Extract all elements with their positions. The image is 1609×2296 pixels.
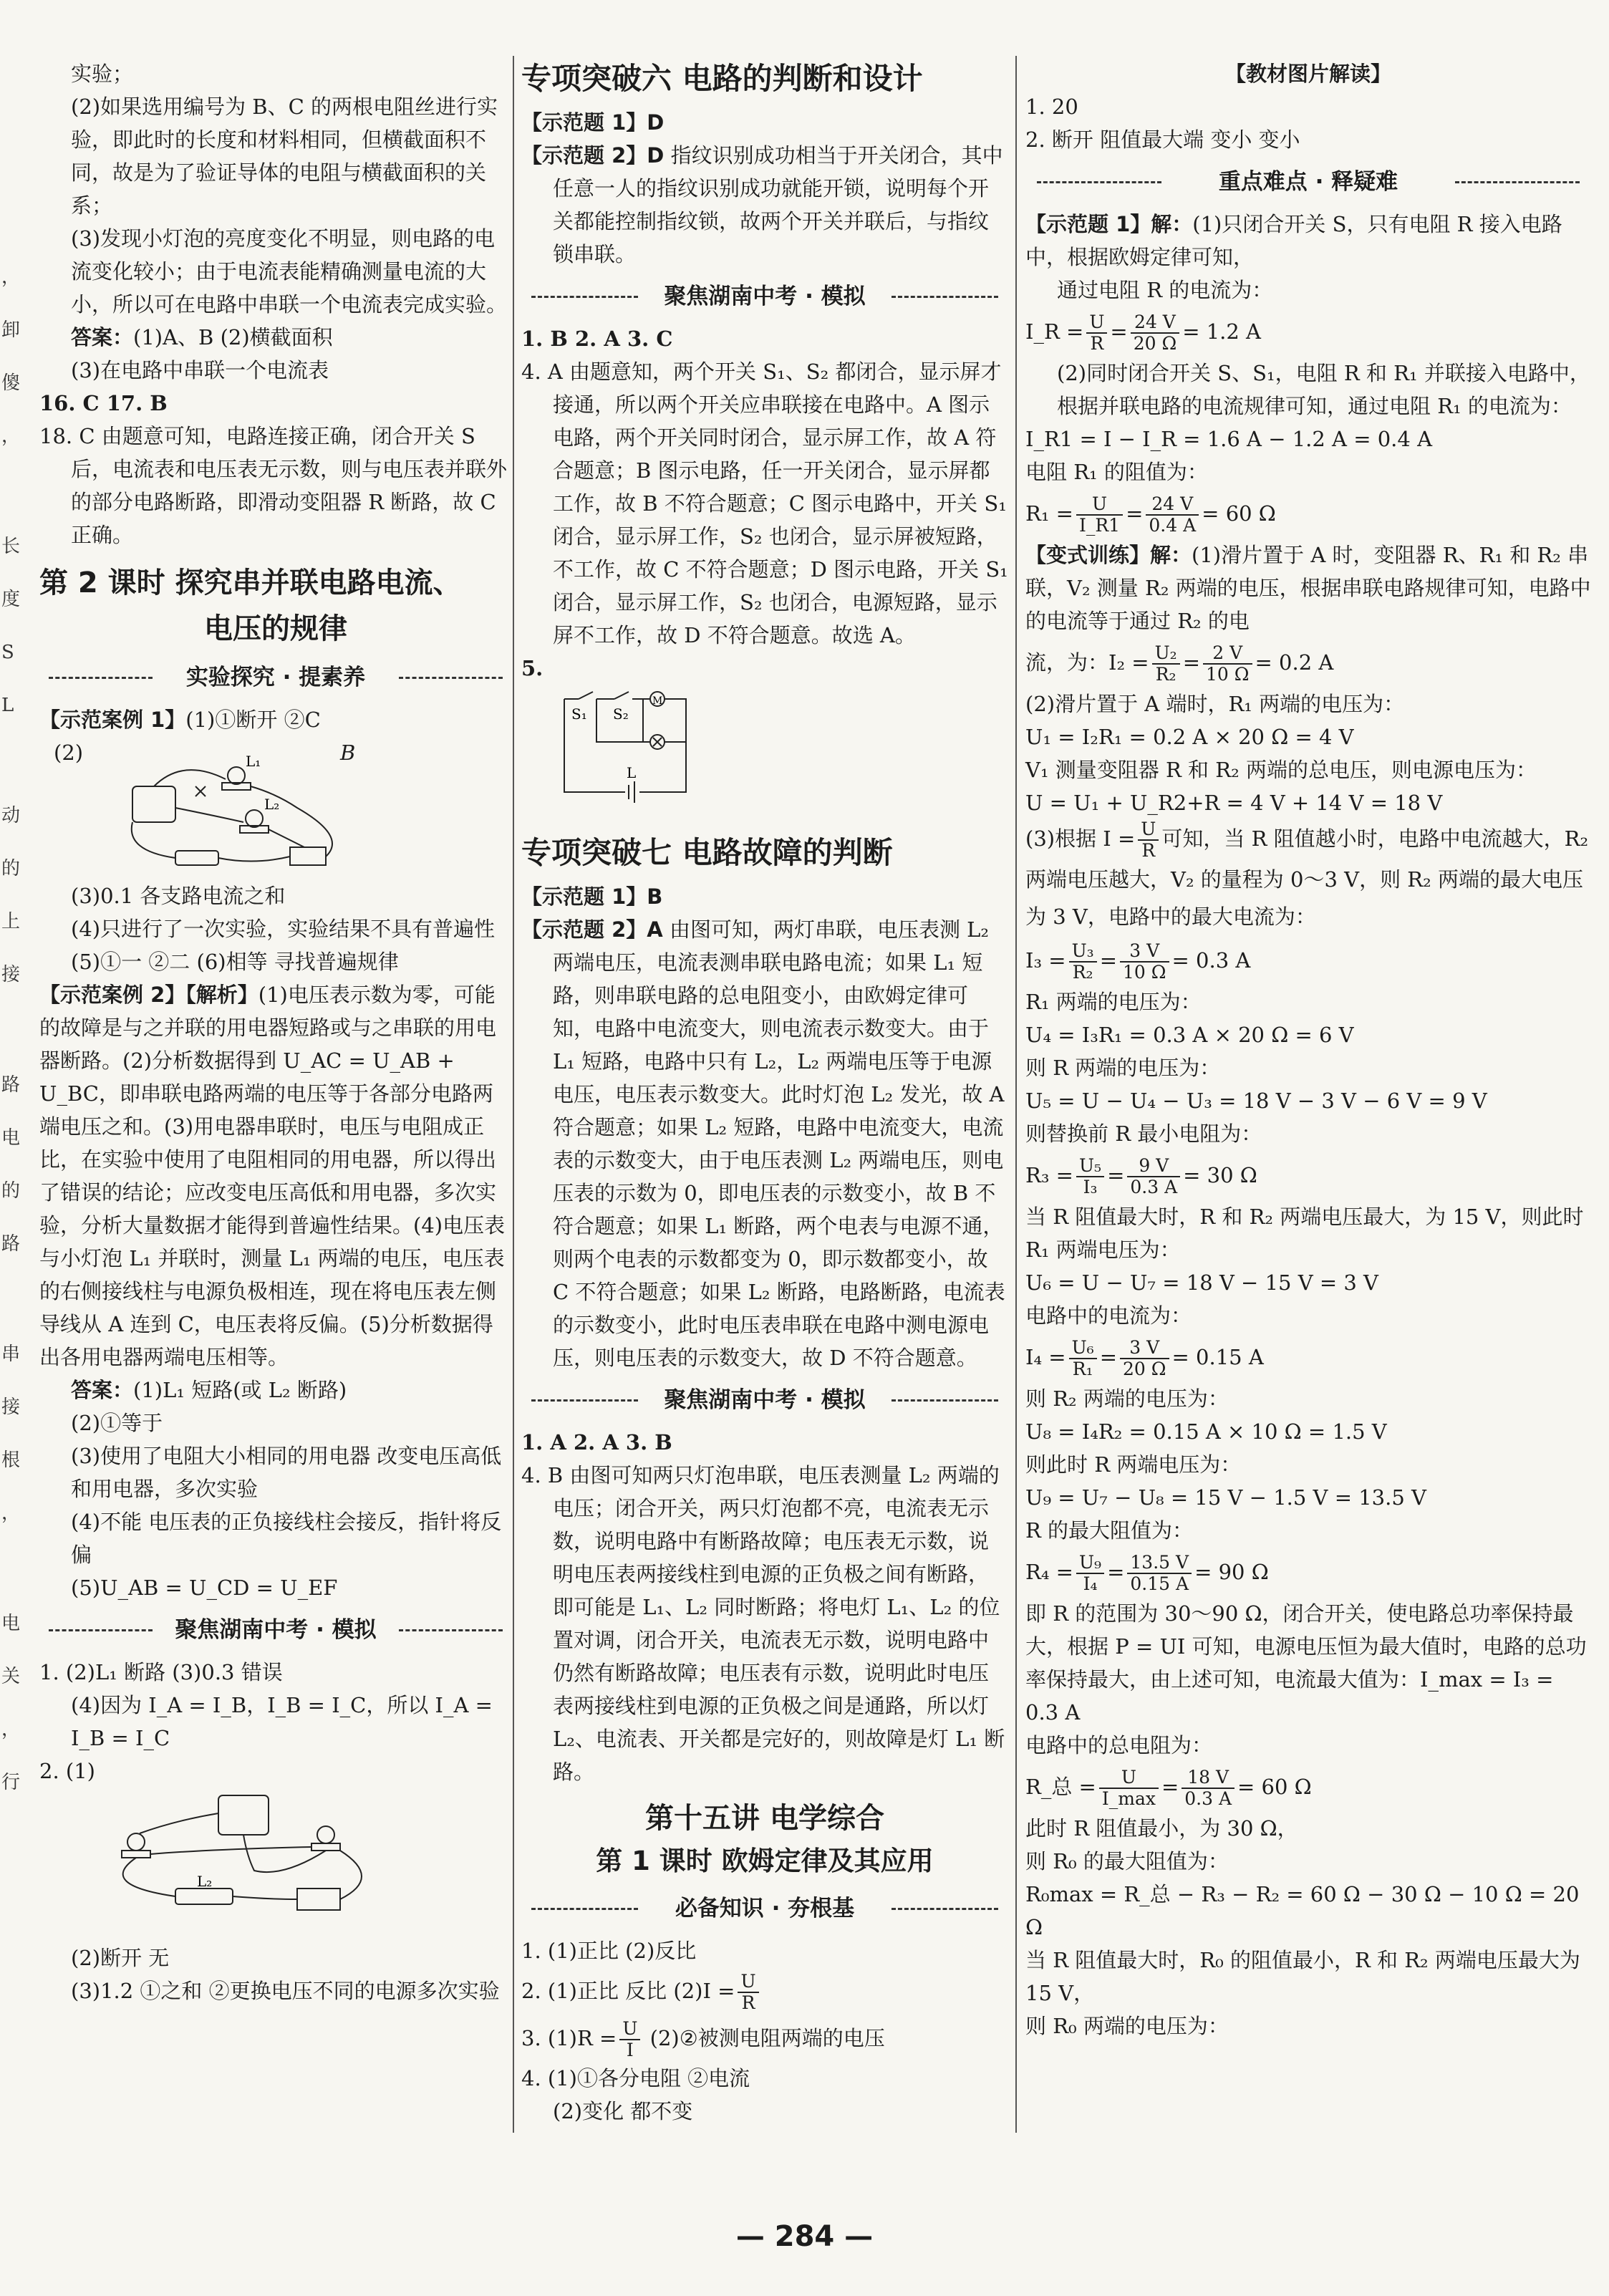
left-edge-char: 电: [1, 1127, 21, 1149]
text-line: 则此时 R 两端电压为：: [1025, 1452, 1242, 1477]
answer-line: [39, 321, 512, 354]
left-edge-char: 傻: [1, 372, 21, 394]
text-line: 当 R 阻值最大时，R 和 R₂ 两端电压最大，为 15 V，则此时 R₁ 两端电压为：: [1025, 1205, 1584, 1262]
banner-text: 实验探究 · 提素养: [178, 665, 374, 690]
label-s2: S₂: [613, 705, 629, 723]
example-answer: A: [647, 917, 663, 942]
mock-line: (3)1.2 ①之和 ②更换电压不同的电源多次实验: [71, 1979, 500, 2003]
equation: R₃ = $\frac{\text{U₅}}{\text{I₃}}$ = $\frac{9 V}{0.3 A}$ = 30 Ω: [1025, 1155, 1257, 1197]
case-2: [39, 978, 512, 1374]
text-line: (2)如果选用编号为 B、C 的两根电阻丝进行实验，即此时的长度和材料相同，但横截面积不同，故是为了验证导体的电阻与横截面积的关系；: [71, 95, 498, 218]
section-banner: [521, 276, 1008, 317]
section-title-6: 专项突破六 电路的判断和设计: [521, 61, 923, 96]
fraction: $\frac{2 V}{10 \Omega}$: [1203, 643, 1252, 685]
left-edge-char: 动: [1, 805, 21, 826]
text-line: 则 R₂ 两端的电压为：: [1025, 1386, 1229, 1411]
text-line: V₁ 测量变阻器 R 和 R₂ 两端的总电压，则电源电压为：: [1025, 758, 1537, 782]
page-number: — 284 —: [735, 2220, 874, 2253]
bulb-icon: [246, 810, 263, 827]
text-line: 则 R₀ 两端的电压为：: [1025, 2014, 1229, 2038]
left-edge-char: S: [1, 642, 14, 663]
fraction: $\frac{24 V}{0.4 A}$: [1146, 494, 1199, 536]
circuit-diagram-3: [557, 685, 700, 806]
example-answer: B: [647, 884, 663, 909]
sub-label: (2): [54, 741, 84, 765]
label-l2: L₂: [197, 1873, 213, 1890]
text-line: (2)同时闭合开关 S、S₁，电阻 R 和 R₁ 并联接入电路中，根据并联电路的电流规律可知，通过电阻 R₁ 的电流为：: [1057, 361, 1590, 418]
answer-line: (5)U_AB = U_CD = U_EF: [71, 1576, 338, 1600]
answer-text: (1)L₁ 短路(或 L₂ 断路): [133, 1378, 347, 1402]
example-text: 指纹识别成功相当于开关闭合，其中任意一人的指纹识别成功就能开锁，说明每个开关都能控制指纹锁，故两个开关并联后，与指纹锁串联。: [553, 143, 1003, 266]
banner-text: 聚焦湖南中考 · 模拟: [655, 284, 874, 309]
fraction: $\frac{U}{I\_R1}$: [1076, 494, 1123, 536]
example-tag: 【示范题 1】: [521, 110, 647, 135]
example-tag: 【示范题 2】: [521, 917, 647, 942]
text-line: 则 R₀ 的最大阻值为：: [1025, 1849, 1229, 1873]
mock-4: 4. A 由题意知，两个开关 S₁、S₂ 都闭合，显示屏才接通，所以两个开关应串联接在电路中。A 图示电路，两个开关同时闭合，显示屏工作，故 A 符合题意；B 图示电路，任一开关闭合，显示屏都工作，故 B 不符合题意；C 图示电路中，开关 S₁ 闭合，显示屏工作，S₂ 也闭合，显示屏被短路，不工作，故 C 不符合题意；D 图示电路，开关 S₁ 闭合，显示屏工作，S₂ 也闭合，电源短路，显示屏不工作，故 D 不符合题意。故选 A。: [521, 360, 1008, 647]
left-edge-text: [1, 265, 23, 1795]
answer-b: B: [340, 741, 356, 765]
knowledge-3: [521, 2015, 1008, 2062]
solution-1: [1025, 208, 1591, 274]
fraction: $\frac{24 V}{20 \Omega}$: [1131, 312, 1180, 354]
knowledge-4b: (2)变化 都不变: [553, 2099, 693, 2123]
text-line: 电路中的电流为：: [1025, 1303, 1192, 1328]
equation: I_R = $\frac{U}{R}$ = $\frac{24 V}{20 \Omega}$ = 1.2 A: [1025, 312, 1262, 354]
text: 3. (1)R =: [521, 2026, 617, 2050]
equation: 流，为：I₂ = $\frac{\text{U₂}}{\text{R₂}}$ = $\frac{2 V}{10 \Omega}$ = 0.2 A: [1025, 642, 1334, 685]
fraction: $\frac{\text{U₃}}{\text{R₂}}$: [1069, 941, 1097, 983]
section-title-7: 专项突破七 电路故障的判断: [521, 835, 893, 870]
left-edge-char: 长: [1, 536, 21, 557]
left-edge-char: 卸: [1, 319, 21, 341]
fraction: $\frac{U}{I\_\max}$: [1099, 1767, 1159, 1809]
text-line: 此时 R 阻值最小，为 30 Ω，: [1025, 1816, 1298, 1841]
fraction: $\frac{U}{R}$: [1086, 312, 1107, 354]
equation: I_R1 = I − I_R = 1.6 A − 1.2 A = 0.4 A: [1025, 427, 1433, 451]
text-line: (3)发现小灯泡的亮度变化不明显，则电路的电流变化较小；由于电流表能精确测量电流的大小，所以可在电路中串联一个电流表完成实验。: [71, 226, 508, 317]
answer-label: 答案：: [71, 325, 134, 349]
banner-text: 重点难点 · 释疑难: [1210, 169, 1406, 195]
example-answer: D: [647, 143, 665, 168]
label-m: M: [652, 695, 663, 707]
lesson-title: [39, 560, 512, 652]
case-1-line: [39, 703, 512, 736]
equation: U₅ = U − U₄ − U₃ = 18 V − 3 V − 6 V = 9 V: [1025, 1089, 1487, 1113]
text-line: 电阻 R₁ 的阻值为：: [1025, 460, 1208, 484]
text-line: 电路中的总电阻为：: [1025, 1733, 1213, 1757]
variant-training: [1025, 539, 1591, 637]
equation: U = U₁ + U_R2+R = 4 V + 14 V = 18 V: [1025, 791, 1443, 815]
text: 2. (1)正比 反比 (2)I =: [521, 1979, 735, 2003]
answer-text: (1)A、B (2)横截面积: [133, 325, 333, 349]
left-edge-char: 路: [1, 1074, 21, 1096]
left-edge-char: 根: [1, 1450, 21, 1471]
left-edge-char: 关: [1, 1666, 21, 1687]
example-tag: 【变式训练】解：: [1025, 543, 1192, 567]
left-edge-char: L: [1, 695, 14, 716]
label-l2: L₂: [264, 796, 280, 813]
knowledge-4: 4. (1)①各分电阻 ②电流: [521, 2066, 750, 2090]
knowledge-2: [521, 1967, 1008, 2015]
equation: R₁ = $\frac{U}{I\_R1}$ = $\frac{24 V}{0.4 A}$ = 60 Ω: [1025, 493, 1276, 536]
mock-line: 2. (1): [39, 1759, 95, 1783]
reading-1: 1. 20: [1025, 95, 1078, 119]
circuit-diagram-1: [111, 751, 354, 876]
answer-label: 答案：: [71, 1378, 134, 1402]
text: (1)滑片置于 A 时，变阻器 R、R₁ 和 R₂ 串联，V₂ 测量 R₂ 两端的电压，根据串联电路规律可知，电路中的电流等于通过 R₂ 的电: [1025, 543, 1591, 633]
case-1-diagram-row: [39, 736, 512, 879]
left-edge-char: 行: [1, 1772, 21, 1793]
left-edge-char: 上: [1, 911, 21, 932]
equation: R_总 = $\frac{U}{I\_\max}$ = $\frac{18 V}{0.3 A}$ = 60 Ω: [1025, 1767, 1312, 1809]
meter-icon: [132, 786, 175, 822]
mock-5: 5.: [521, 656, 543, 680]
section-banner: [39, 1610, 512, 1650]
left-edge-char: 电: [1, 1613, 21, 1634]
fraction: $\frac{\text{U₅}}{\text{I₃}}$: [1076, 1156, 1104, 1197]
section-banner: [1025, 162, 1591, 202]
banner-text: 必备知识 · 夯根基: [667, 1896, 863, 1921]
example-2: [521, 139, 1008, 271]
answer-line: (4)不能 电压表的正负接线柱会接反，指针将反偏: [71, 1510, 502, 1567]
fraction: $\frac{18 V}{0.3 A}$: [1182, 1767, 1234, 1809]
column-divider-1: [513, 56, 514, 2133]
equation: U₄ = I₃R₁ = 0.3 A × 20 Ω = 6 V: [1025, 1023, 1354, 1047]
fraction: $\frac{13.5 V}{0.15 A}$: [1127, 1553, 1192, 1594]
column-3: [1025, 57, 1591, 2042]
text-line: R 的最大阻值为：: [1025, 1518, 1194, 1543]
fraction: $\frac{U}{R}$: [738, 1972, 758, 2013]
mock-line: (4)因为 I_A = I_B，I_B = I_C，所以 I_A = I_B = I_C: [71, 1693, 493, 1750]
example-1: [521, 106, 1008, 139]
lesson-title: 第 1 课时 欧姆定律及其应用: [596, 1846, 934, 1876]
mock-line: 1. A 2. A 3. B: [521, 1430, 672, 1455]
fraction: $\frac{U}{R}$: [1138, 819, 1159, 861]
text-line: 当 R 阻值最大时，R₀ 的阻值最小，R 和 R₂ 两端电压最大为 15 V，: [1025, 1948, 1580, 2005]
reading-2: 2. 断开 阻值最大端 变小 变小: [1025, 127, 1300, 152]
fraction: $\frac{\text{U₂}}{\text{R₂}}$: [1152, 643, 1180, 685]
text-line: (3)0.1 各支路电流之和: [71, 884, 286, 908]
example-tag: 【示范题 2】: [521, 143, 647, 168]
equation: U₈ = I₄R₂ = 0.15 A × 10 Ω = 1.5 V: [1025, 1419, 1387, 1444]
fraction: $\frac{U}{I}$: [619, 2019, 640, 2060]
text-line: 则替换前 R 最小电阻为：: [1025, 1122, 1262, 1146]
mock-4: 4. B 由图可知两只灯泡串联，电压表测量 L₂ 两端的电压；闭合开关，两只灯泡都不亮，电流表无示数，说明电路中有断路故障；电压表无示数，说明电压表两接线柱到电源的正负极之间有断路，即可能是 L₁、L₂ 同时断路；将电灯 L₁、L₂ 的位置对调，闭合开关，电流表无示数，说明电路中仍然有断路故障；电压表有示数，说明此时电压表两接线柱到电源的正负极之间是通路，所以灯 L₂、电流表、开关都是完好的，则故障是灯 L₁ 断路。: [521, 1463, 1005, 1784]
equation: R₀max = R_总 − R₃ − R₂ = 60 Ω − 30 Ω − 10 Ω = 20 Ω: [1025, 1882, 1580, 1939]
fraction: $\frac{\text{U₆}}{\text{R₁}}$: [1069, 1338, 1097, 1379]
column-divider-2: [1015, 56, 1017, 2133]
left-edge-char: ，: [1, 425, 21, 447]
text-line: (4)只进行了一次实验，实验结果不具有普遍性: [71, 917, 496, 941]
fraction: $\frac{\text{U₉}}{\text{I₄}}$: [1076, 1553, 1104, 1594]
text-line: R₁ 两端的电压为：: [1025, 990, 1202, 1014]
question-line: 16. C 17. B: [39, 391, 168, 415]
equation: R₄ = $\frac{\text{U₉}}{\text{I₄}}$ = $\frac{13.5 V}{0.15 A}$ = 90 Ω: [1025, 1552, 1269, 1594]
section-banner: [521, 1380, 1008, 1420]
case-text: (1)电压表示数为零，可能的故障是与之并联的用电器短路或与之串联的用电器断路。(2)分析数据得到 U_AC = U_AB + U_BC，即串联电路两端的电压等于各部分电路两端电压之和。(3)用电器串联时，电压与电阻成正比，在实验中使用了电阻相同的用电器，所以得出了错误的结论；应改变电压高低和用电器，多次实验，分析大量数据才能得到普遍性结果。(4)电压表与小灯泡 L₁ 并联时，测量 L₁ 两端的电压，电压表的右侧接线柱与电源负极相连，现在将电压表左侧导线从 A 连到 C，电压表将反偏。(5)分析数据得出各用电器两端电压相等。: [39, 983, 506, 1369]
bulb-icon: [127, 1833, 145, 1851]
banner-text: 聚焦湖南中考 · 模拟: [655, 1387, 874, 1413]
fraction: $\frac{3 V}{20 \Omega}$: [1120, 1338, 1169, 1379]
text-line: 通过电阻 R 的电流为：: [1057, 278, 1273, 302]
bulb-icon: [317, 1826, 334, 1843]
text-line: (5)①一 ②二 (6)相等 寻找普遍规律: [71, 950, 399, 974]
battery-icon: [175, 851, 218, 865]
text-line: (2)滑片置于 A 端时，R₁ 两端的电压为：: [1025, 692, 1405, 716]
left-edge-char: 接: [1, 1397, 21, 1418]
left-edge-char: ，: [1, 1502, 21, 1524]
left-edge-char: 路: [1, 1233, 21, 1255]
column-1: [39, 57, 512, 2007]
example-text: 由图可知，两灯串联，电压表测 L₂ 两端电压，电流表测串联电路电流；如果 L₁ 短路，则串联电路的总电阻变小，由欧姆定律可知，电路中电流变大，则电流表示数变大。由于 L₁ 短路，电路中只有 L₂，L₂ 两端电压等于电源电压，电压表示数变大。此时灯泡 L₂ 发光，故 A 符合题意；如果 L₂ 短路，电路中电流变大，电流表的示数变大，由于电压表测 L₂ 两端电压，则电压表的示数为 0，即电压表的示数变小，故 B 不符合题意；如果 L₁ 断路，两个电表与电源不通，则两个电表的示数都变为 0，即示数都变小，故 C 不符合题意；如果 L₂ 断路，电路断路，电流表的示数变小，此时电压表串联在电路中测电源电压，则电压表的示数变大，故 D 不符合题意。: [553, 917, 1005, 1370]
answer-line: (3)使用了电阻大小相同的用电器 改变电压高低和用电器，多次实验: [71, 1444, 502, 1501]
fault-example-1: [521, 880, 1008, 913]
example-tag: 【示范题 1】: [521, 884, 647, 909]
answer-line: (3)在电路中串联一个电流表: [71, 358, 329, 382]
answer-line: (2)①等于: [71, 1411, 163, 1435]
circuit-diagram-2: [68, 1792, 412, 1928]
equation: U₁ = I₂R₁ = 0.2 A × 20 Ω = 4 V: [1025, 725, 1354, 749]
text-line: 即 R 的范围为 30～90 Ω，闭合开关，使电路总功率保持最大，根据 P = UI 可知，电源电压恒为最大值时，电路的总功率保持最大，由上述可知，电流最大值为：I_max = I₃ = 0.3 A: [1025, 1601, 1587, 1725]
mock-line: 1. (2)L₁ 断路 (3)0.3 错误: [39, 1660, 283, 1684]
left-edge-char: ，: [1, 1719, 21, 1740]
textbook-header: 【教材图片解读】: [1224, 62, 1391, 86]
equation: U₆ = U − U₇ = 18 V − 15 V = 3 V: [1025, 1270, 1378, 1295]
mock-line: (2)断开 无: [71, 1946, 170, 1970]
column-2: [521, 57, 1008, 2128]
text: (2)②被测电阻两端的电压: [643, 2026, 885, 2050]
fraction: $\frac{9 V}{0.3 A}$: [1127, 1156, 1180, 1197]
equation: I₄ = $\frac{\text{U₆}}{\text{R₁}}$ = $\frac{3 V}{20 \Omega}$ = 0.15 A: [1025, 1337, 1264, 1379]
lesson-title-line-1: 第 2 课时 探究串并联电路电流、: [39, 566, 462, 599]
equation: U₉ = U₇ − U₈ = 15 V − 1.5 V = 13.5 V: [1025, 1485, 1426, 1510]
banner-text: 聚焦湖南中考 · 模拟: [166, 1617, 385, 1643]
left-edge-char: 接: [1, 964, 21, 985]
label-l1: L₁: [246, 753, 261, 770]
text-line: 实验；: [71, 62, 134, 86]
label-s1: S₁: [571, 705, 587, 723]
text-line: 则 R 两端的电压为：: [1025, 1056, 1221, 1080]
answer-line: [39, 1374, 512, 1407]
bulb-icon: [228, 767, 245, 784]
equation: I₃ = $\frac{\text{U₃}}{\text{R₂}}$ = $\frac{3 V}{10 \Omega}$ = 0.3 A: [1025, 940, 1251, 983]
example-answer: D: [647, 110, 665, 135]
example-tag: 【示范题 1】解：: [1025, 212, 1193, 236]
lecture-title: 第十五讲 电学综合: [645, 1802, 884, 1835]
text-line: (3)根据 I = $\frac{U}{R}$ 可知，当 R 阻值越小时，电路中电流越大，R₂ 两端电压越大，V₂ 的量程为 0～3 V，则 R₂ 两端的最大电压为 3 V，电路中的最大电流为：: [1025, 819, 1589, 929]
fraction: $\frac{3 V}{10 \Omega}$: [1120, 941, 1169, 983]
mock-line: 1. B 2. A 3. C: [521, 327, 673, 351]
case-text: (1)①断开 ②C: [185, 708, 321, 732]
left-edge-char: 串: [1, 1344, 21, 1365]
section-banner: [39, 657, 512, 698]
left-edge-char: 的: [1, 858, 21, 879]
lesson-title-line-2: 电压的规律: [204, 612, 347, 645]
left-edge-char: ，: [1, 266, 21, 288]
left-edge-fragments: [1, 265, 23, 1881]
case-tag: 【示范案例 2】【解析】: [39, 983, 258, 1007]
text: (1)只闭合开关 S，只有电阻 R 接入电路中，根据欧姆定律可知，: [1025, 212, 1562, 269]
left-edge-char: 的: [1, 1180, 21, 1202]
meter-icon: [218, 1795, 269, 1835]
left-edge-char: 度: [1, 589, 21, 610]
question-18: 18. C 由题意可知，电路连接正确，闭合开关 S 后，电流表和电压表无示数，则与电压表并联外的部分电路断路，即滑动变阻器 R 断路，故 C 正确。: [39, 424, 508, 547]
battery-icon: [175, 1889, 233, 1904]
section-banner: [521, 1889, 1008, 1929]
label-l: L: [627, 764, 637, 781]
case-tag: 【示范案例 1】: [39, 708, 186, 732]
fault-example-2: [521, 913, 1008, 1374]
knowledge-1: 1. (1)正比 (2)反比: [521, 1939, 697, 1963]
